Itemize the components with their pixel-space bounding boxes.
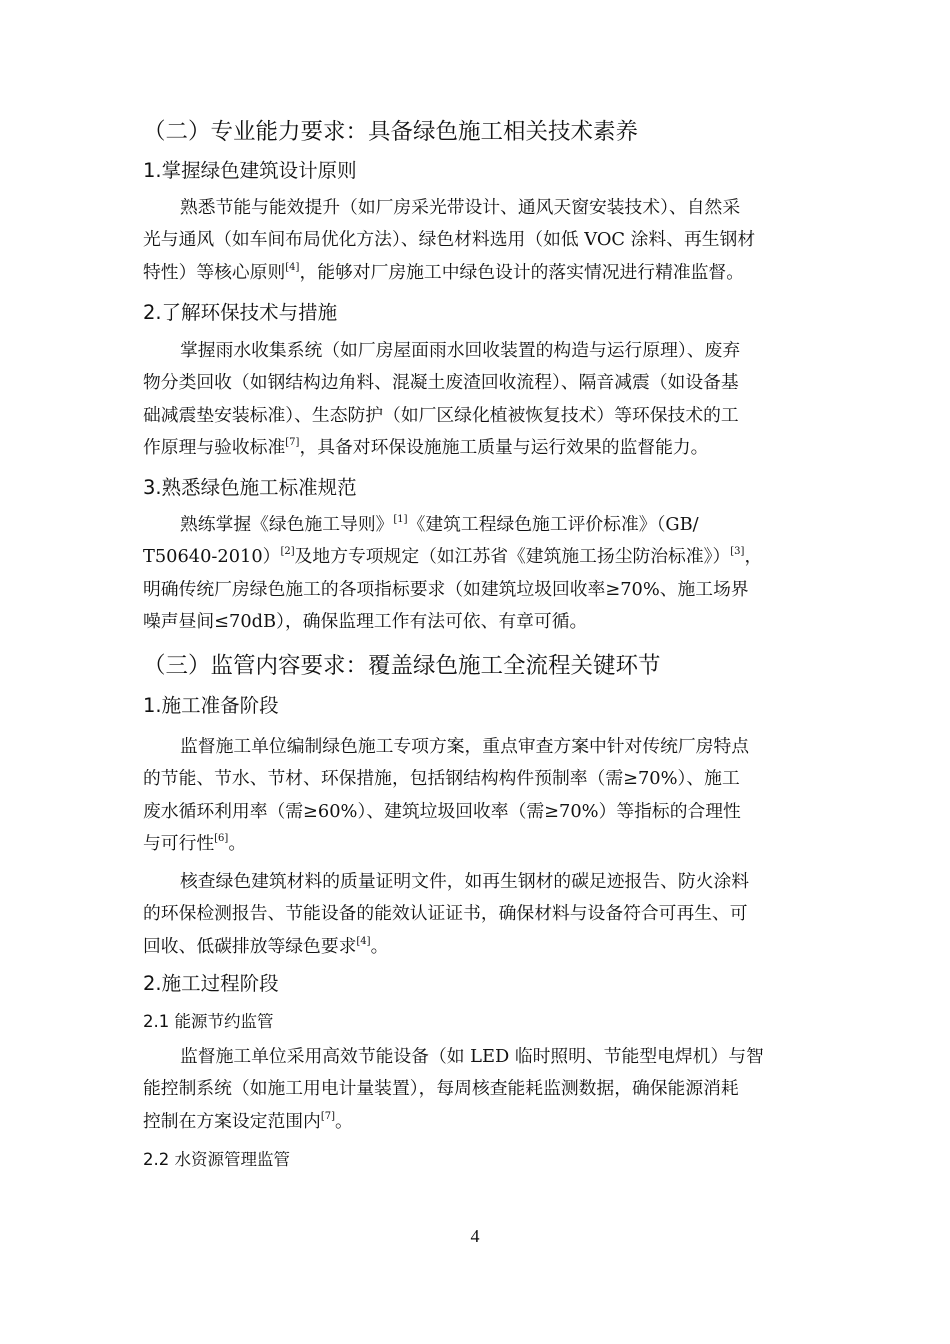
- text-line: 熟练掌握《绿色施工导则》[1]《建筑工程绿色施工评价标准》（GB/: [180, 514, 699, 535]
- text-line: 特性）等核心原则[4]，能够对厂房施工中绿色设计的落实情况进行精准监督。: [143, 261, 744, 283]
- text-line: 明确传统厂房绿色施工的各项指标要求（如建筑垃圾回收率≥70%、施工场界: [143, 578, 749, 600]
- subheading-2-1: 1.掌握绿色建筑设计原则: [143, 159, 357, 182]
- text-line: 噪声昼间≤70dB），确保监理工作有法可依、有章可循。: [143, 610, 588, 632]
- subheading-3-2-1: 2.1 能源节约监管: [143, 1012, 274, 1031]
- citation: [3]: [730, 546, 745, 558]
- text-line: 的节能、节水、节材、环保措施，包括钢结构构件预制率（需≥70%）、施工: [143, 768, 740, 790]
- subheading-3-1: 1.施工准备阶段: [143, 694, 279, 717]
- text-line: 回收、低碳排放等绿色要求[4]。: [143, 935, 389, 957]
- paragraph: [0, 509, 950, 639]
- text-line: 废水循环利用率（需≥60%）、建筑垃圾回收率（需≥70%）等指标的合理性: [143, 800, 741, 822]
- text-line: 核查绿色建筑材料的质量证明文件，如再生钢材的碳足迹报告、防火涂料: [180, 871, 750, 892]
- paragraph: [0, 731, 950, 861]
- citation: [4]: [356, 935, 371, 947]
- text-line: 作原理与验收标准[7]，具备对环保设施施工质量与运行效果的监督能力。: [143, 436, 709, 458]
- text-line: 监督施工单位采用高效节能设备（如 LED 临时照明、节能型电焊机）与智: [180, 1046, 764, 1067]
- text-line: 控制在方案设定范围内[7]。: [143, 1110, 353, 1132]
- section-heading-2: （二）专业能力要求：具备绿色施工相关技术素养: [143, 119, 639, 145]
- subheading-3-2-2: 2.2 水资源管理监管: [143, 1150, 290, 1169]
- text-line: 能控制系统（如施工用电计量装置），每周核查能耗监测数据，确保能源消耗: [143, 1078, 739, 1100]
- text-line: 物分类回收（如钢结构边角料、混凝土废渣回收流程）、隔音减震（如设备基: [143, 372, 739, 394]
- citation: [1]: [393, 514, 408, 525]
- citation: [7]: [320, 1110, 335, 1122]
- text-line: 与可行性[6]。: [143, 832, 247, 854]
- subheading-2-3: 3.熟悉绿色施工标准规范: [143, 476, 357, 499]
- text-line: 光与通风（如车间布局优化方法）、绿色材料选用（如低 VOC 涂料、再生钢材: [143, 229, 756, 251]
- page-number: 4: [470, 1226, 480, 1246]
- paragraph: [0, 192, 950, 292]
- section-heading-3: （三）监管内容要求：覆盖绿色施工全流程关键环节: [143, 653, 661, 679]
- citation: [4]: [285, 261, 300, 273]
- text-line: 的环保检测报告、节能设备的能效认证证书，确保材料与设备符合可再生、可: [143, 903, 748, 925]
- citation: [7]: [285, 436, 300, 448]
- paragraph: [0, 866, 950, 966]
- text-line: T50640-2010）[2]及地方专项规定（如江苏省《建筑施工扬尘防治标准》）[3]，: [143, 546, 763, 568]
- paragraph: [0, 335, 950, 465]
- text-line: 掌握雨水收集系统（如厂房屋面雨水回收装置的构造与运行原理）、废弃: [180, 340, 741, 361]
- text-line: 熟悉节能与能效提升（如厂房采光带设计、通风天窗安装技术）、自然采: [180, 197, 741, 218]
- subheading-3-2: 2.施工过程阶段: [143, 972, 279, 995]
- text-line: 础减震垫安装标准）、生态防护（如厂区绿化植被恢复技术）等环保技术的工: [143, 404, 739, 426]
- citation: [6]: [214, 832, 229, 844]
- text-line: 监督施工单位编制绿色施工专项方案，重点审查方案中针对传统厂房特点: [180, 736, 750, 757]
- citation: [2]: [280, 546, 295, 558]
- paragraph: [0, 1041, 950, 1141]
- subheading-2-2: 2.了解环保技术与措施: [143, 301, 338, 324]
